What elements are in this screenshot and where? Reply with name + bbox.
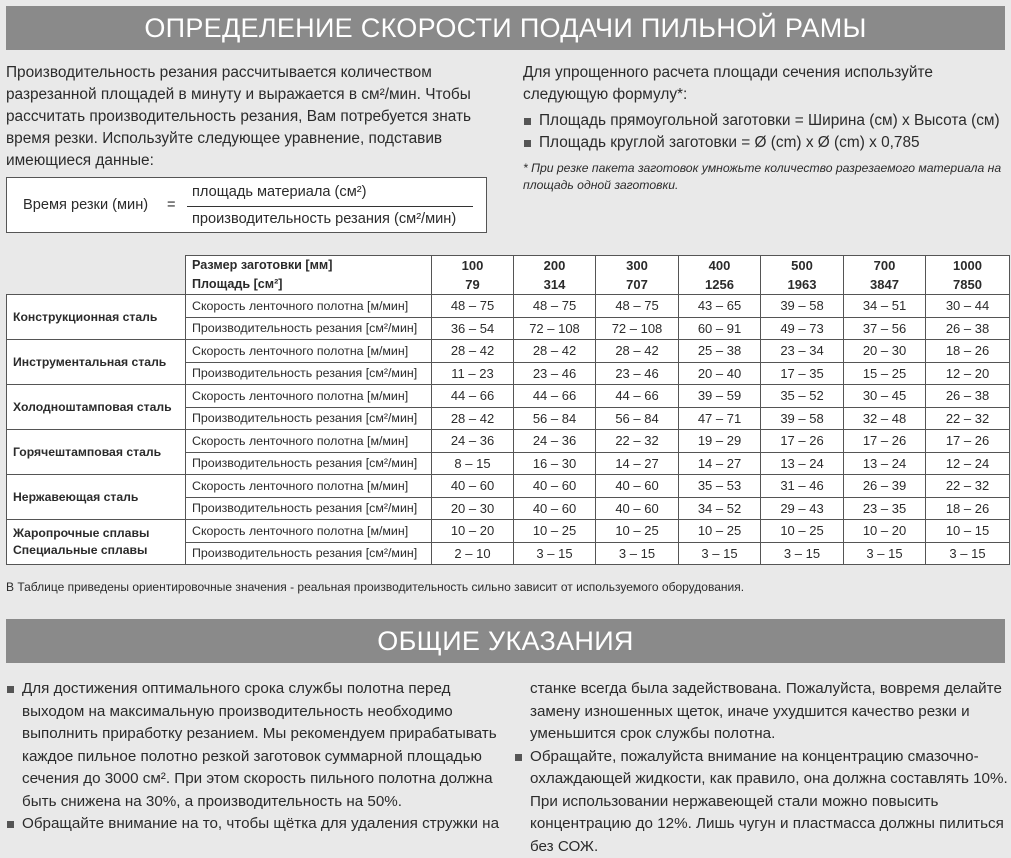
cell: 11 – 23 <box>432 362 514 385</box>
cell: 44 – 66 <box>432 385 514 408</box>
cell: 37 – 56 <box>844 317 926 340</box>
cell: 60 – 91 <box>679 317 761 340</box>
cell: 3 – 15 <box>844 542 926 565</box>
cell: 72 – 108 <box>596 317 679 340</box>
cell: 47 – 71 <box>679 407 761 430</box>
cell: 10 – 20 <box>844 520 926 543</box>
area-value: 7850 <box>926 275 1009 294</box>
size-value: 700 <box>844 256 925 275</box>
formula-lhs: Время резки (мин) <box>23 197 148 213</box>
intro-right-column <box>523 62 1003 194</box>
size-value: 100 <box>432 256 513 275</box>
cell: 17 – 26 <box>844 430 926 453</box>
cell: 40 – 60 <box>514 497 596 520</box>
material-name: Жаропрочные сплавы Специальные сплавы <box>7 520 186 565</box>
feed-rate-table <box>6 255 1010 565</box>
material-name: Горячештамповая сталь <box>7 430 186 475</box>
size-col-100 <box>432 256 514 295</box>
row-label: Производительность резания [см²/мин] <box>186 317 432 340</box>
size-col-300 <box>596 256 679 295</box>
row-label: Скорость ленточного полотна [м/мин] <box>186 340 432 363</box>
size-value: 1000 <box>926 256 1009 275</box>
size-value: 500 <box>761 256 843 275</box>
cell: 20 – 30 <box>432 497 514 520</box>
cell: 39 – 58 <box>761 295 844 318</box>
cell: 3 – 15 <box>596 542 679 565</box>
cell: 40 – 60 <box>596 497 679 520</box>
table-header-row <box>7 256 1010 295</box>
cell: 30 – 45 <box>844 385 926 408</box>
cell: 32 – 48 <box>844 407 926 430</box>
table-row <box>7 340 1010 363</box>
cell: 2 – 10 <box>432 542 514 565</box>
size-col-500 <box>761 256 844 295</box>
section-title-general: ОБЩИЕ УКАЗАНИЯ <box>6 619 1005 663</box>
row-label: Скорость ленточного полотна [м/мин] <box>186 475 432 498</box>
cell: 18 – 26 <box>926 340 1010 363</box>
formula-fraction-line <box>187 206 473 207</box>
general-item-brush: Обращайте внимание на то, чтобы щётка для удаления стружки на <box>6 813 501 836</box>
size-value: 200 <box>514 256 595 275</box>
cell: 31 – 46 <box>761 475 844 498</box>
formula-denominator: производительность резания (см²/мин) <box>192 211 456 227</box>
cell: 24 – 36 <box>432 430 514 453</box>
cell: 22 – 32 <box>596 430 679 453</box>
size-col-200 <box>514 256 596 295</box>
table-row <box>7 520 1010 543</box>
row-label: Скорость ленточного полотна [м/мин] <box>186 520 432 543</box>
formula-numerator: площадь материала (см²) <box>192 184 366 200</box>
area-formula-rect: Площадь прямоугольной заготовки = Ширина (см) x Высота (см) <box>523 110 1003 132</box>
row-label: Производительность резания [см²/мин] <box>186 407 432 430</box>
table-row <box>7 295 1010 318</box>
cell: 35 – 52 <box>761 385 844 408</box>
cell: 20 – 40 <box>679 362 761 385</box>
cell: 8 – 15 <box>432 452 514 475</box>
cell: 19 – 29 <box>679 430 761 453</box>
table-row <box>7 475 1010 498</box>
cell: 26 – 39 <box>844 475 926 498</box>
cell: 10 – 25 <box>596 520 679 543</box>
cell: 12 – 20 <box>926 362 1010 385</box>
material-name: Холодноштамповая сталь <box>7 385 186 430</box>
cell: 13 – 24 <box>844 452 926 475</box>
area-value: 3847 <box>844 275 925 294</box>
material-name: Конструкционная сталь <box>7 295 186 340</box>
cell: 28 – 42 <box>596 340 679 363</box>
table-corner <box>7 256 186 295</box>
cell: 3 – 15 <box>514 542 596 565</box>
area-value: 1256 <box>679 275 760 294</box>
row-label: Производительность резания [см²/мин] <box>186 452 432 475</box>
cell: 36 – 54 <box>432 317 514 340</box>
area-value: 707 <box>596 275 678 294</box>
cell: 29 – 43 <box>761 497 844 520</box>
cell: 10 – 15 <box>926 520 1010 543</box>
row-label: Производительность резания [см²/мин] <box>186 362 432 385</box>
cell: 39 – 58 <box>761 407 844 430</box>
size-col-400 <box>679 256 761 295</box>
area-value: 314 <box>514 275 595 294</box>
cell: 40 – 60 <box>514 475 596 498</box>
formula-equals: = <box>167 197 176 213</box>
cell: 12 – 24 <box>926 452 1010 475</box>
general-item-coolant: Обращайте, пожалуйста внимание на концентрацию смазочно-охлаждающей жидкости, как правило, она должна составлять 10%. При использовании нержавеющей стали можно повысить концентрацию до 12%. Лишь чугун и пластмасса должны пилиться без СОЖ. <box>514 746 1009 858</box>
table-row <box>7 430 1010 453</box>
cell: 23 – 46 <box>596 362 679 385</box>
cell: 35 – 53 <box>679 475 761 498</box>
cell: 72 – 108 <box>514 317 596 340</box>
cell: 13 – 24 <box>761 452 844 475</box>
cut-time-formula <box>6 177 487 233</box>
cell: 48 – 75 <box>596 295 679 318</box>
area-formula-list <box>523 110 1003 154</box>
cell: 34 – 51 <box>844 295 926 318</box>
row-label: Скорость ленточного полотна [м/мин] <box>186 430 432 453</box>
table-footnote: В Таблице приведены ориентировочные значения - реальная производительность сильно зависит от используемого оборудования. <box>6 580 744 594</box>
cell: 16 – 30 <box>514 452 596 475</box>
area-formula-round: Площадь круглой заготовки = Ø (cm) x Ø (cm) x 0,785 <box>523 132 1003 154</box>
cell: 17 – 35 <box>761 362 844 385</box>
row-label: Производительность резания [см²/мин] <box>186 542 432 565</box>
cell: 17 – 26 <box>926 430 1010 453</box>
cell: 3 – 15 <box>926 542 1010 565</box>
cell: 34 – 52 <box>679 497 761 520</box>
cell: 22 – 32 <box>926 475 1010 498</box>
size-col-1000 <box>926 256 1010 295</box>
cell: 43 – 65 <box>679 295 761 318</box>
cell: 3 – 15 <box>761 542 844 565</box>
cell: 40 – 60 <box>432 475 514 498</box>
cell: 28 – 42 <box>432 340 514 363</box>
header-size-label: Размер заготовки [мм] <box>192 256 431 275</box>
cell: 26 – 38 <box>926 317 1010 340</box>
size-col-700 <box>844 256 926 295</box>
cell: 28 – 42 <box>432 407 514 430</box>
cell: 48 – 75 <box>514 295 596 318</box>
size-value: 400 <box>679 256 760 275</box>
section-title-feed-rate: ОПРЕДЕЛЕНИЕ СКОРОСТИ ПОДАЧИ ПИЛЬНОЙ РАМЫ <box>6 6 1005 50</box>
table-row <box>7 385 1010 408</box>
cell: 56 – 84 <box>514 407 596 430</box>
cell: 23 – 34 <box>761 340 844 363</box>
bundle-note: * При резке пакета заготовок умножьте количество разрезаемого материала на площадь одной заготовки. <box>523 160 1003 194</box>
cell: 23 – 46 <box>514 362 596 385</box>
cell: 23 – 35 <box>844 497 926 520</box>
row-label: Скорость ленточного полотна [м/мин] <box>186 295 432 318</box>
cell: 30 – 44 <box>926 295 1010 318</box>
intro-left-text: Производительность резания рассчитывается количеством разрезанной площадей в минуту и выражается в см²/мин. Чтобы рассчитать производительность резания, Вам потребуется знать время резки. Используйте следующее уравнение, подставив имеющиеся данные: <box>6 62 496 172</box>
cell: 49 – 73 <box>761 317 844 340</box>
cell: 22 – 32 <box>926 407 1010 430</box>
cell: 15 – 25 <box>844 362 926 385</box>
cell: 10 – 25 <box>514 520 596 543</box>
general-item-break-in: Для достижения оптимального срока службы полотна перед выходом на максимальную производительность необходимо выполнить приработку резанием. Мы рекомендуем прирабатывать каждое пильное полотно резкой заготовок суммарной площадью сечения до 3000 см². При этом скорость пильного полотна должна быть снижена на 30%, а производительность на 50%. <box>6 678 501 813</box>
material-name: Нержавеющая сталь <box>7 475 186 520</box>
cell: 44 – 66 <box>596 385 679 408</box>
row-label: Производительность резания [см²/мин] <box>186 497 432 520</box>
cell: 10 – 25 <box>679 520 761 543</box>
cell: 39 – 59 <box>679 385 761 408</box>
cell: 28 – 42 <box>514 340 596 363</box>
header-label <box>186 256 432 295</box>
cell: 24 – 36 <box>514 430 596 453</box>
cell: 48 – 75 <box>432 295 514 318</box>
row-label: Скорость ленточного полотна [м/мин] <box>186 385 432 408</box>
cell: 20 – 30 <box>844 340 926 363</box>
general-left-column <box>6 678 501 836</box>
area-value: 1963 <box>761 275 843 294</box>
cell: 10 – 20 <box>432 520 514 543</box>
cell: 17 – 26 <box>761 430 844 453</box>
general-item-brush-cont: станке всегда была задействована. Пожалуйста, вовремя делайте замену изношенных щеток, иначе ухудшится качество резки и уменьшится срок службы полотна. <box>514 678 1009 746</box>
cell: 18 – 26 <box>926 497 1010 520</box>
cell: 14 – 27 <box>596 452 679 475</box>
material-name: Инструментальная сталь <box>7 340 186 385</box>
cell: 26 – 38 <box>926 385 1010 408</box>
cell: 56 – 84 <box>596 407 679 430</box>
header-area-label: Площадь [см²] <box>192 275 431 294</box>
cell: 14 – 27 <box>679 452 761 475</box>
size-value: 300 <box>596 256 678 275</box>
cell: 40 – 60 <box>596 475 679 498</box>
cell: 10 – 25 <box>761 520 844 543</box>
area-value: 79 <box>432 275 513 294</box>
general-right-column <box>514 678 1009 858</box>
cell: 44 – 66 <box>514 385 596 408</box>
cell: 25 – 38 <box>679 340 761 363</box>
intro-right-text: Для упрощенного расчета площади сечения используйте следующую формулу*: <box>523 62 1003 106</box>
cell: 3 – 15 <box>679 542 761 565</box>
